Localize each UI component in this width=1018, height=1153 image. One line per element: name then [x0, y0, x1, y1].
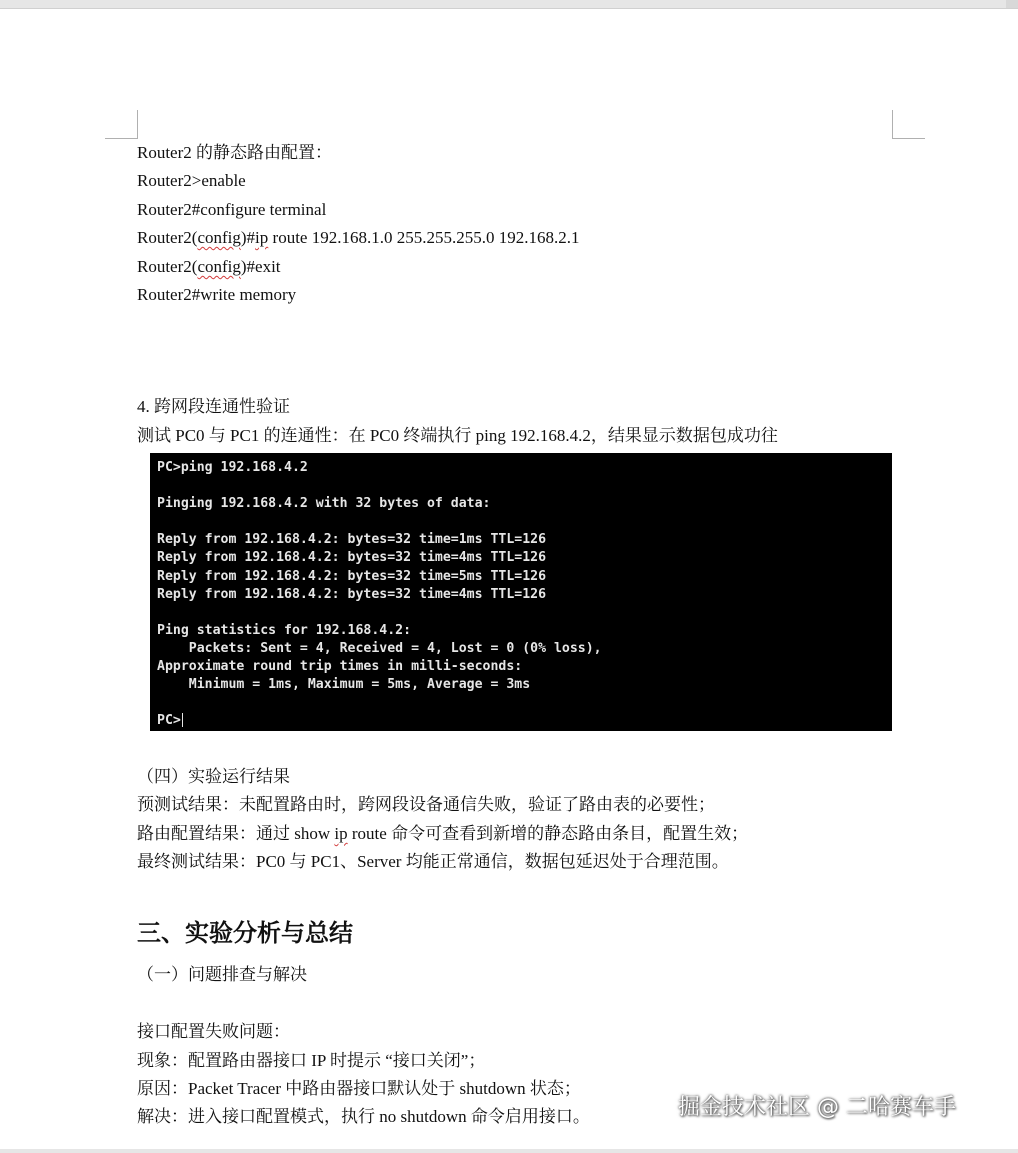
- terminal-line: Reply from 192.168.4.2: bytes=32 time=1ms TTL=126: [157, 532, 547, 548]
- cmd-text: route 192.168.1.0 255.255.255.0 192.168.2.1: [268, 228, 580, 247]
- terminal-line: Minimum = 1ms, Maximum = 5ms, Average = 3ms: [157, 677, 531, 693]
- results-pre-test: 预测试结果：未配置路由时，跨网段设备通信失败，验证了路由表的必要性；: [137, 795, 715, 814]
- result-text: route 命令可查看到新增的静态路由条目，配置生效；: [347, 824, 749, 843]
- analysis-subheading: （一）问题排查与解决: [137, 965, 307, 984]
- spellcheck-word-ip: ip: [334, 824, 348, 843]
- spellcheck-word-config: config: [197, 257, 241, 276]
- terminal-line: Reply from 192.168.4.2: bytes=32 time=4ms TTL=126: [157, 586, 547, 602]
- text-cursor: [182, 713, 183, 727]
- results-final-test: 最终测试结果：PC0 与 PC1、Server 均能正常通信，数据包延迟处于合理范围。: [137, 852, 729, 871]
- problem-phenomenon: 现象：配置路由器接口 IP 时提示 “接口关闭”；: [137, 1051, 486, 1070]
- router2-config-title: Router2 的静态路由配置：: [137, 143, 333, 162]
- cmd-text: )#: [240, 228, 256, 247]
- window-bottom-edge: [0, 1149, 1018, 1153]
- terminal-line: Ping statistics for 192.168.4.2:: [157, 622, 412, 638]
- analysis-title: 三、实验分析与总结: [137, 918, 353, 947]
- page-margin-corner-right: [892, 110, 925, 139]
- window-top-edge: [0, 0, 1018, 9]
- cmd-text: Router2(: [137, 257, 198, 276]
- cmd-text: Router2(: [137, 228, 198, 247]
- router2-cmd-exit: [137, 256, 281, 278]
- problem-solution: 解决：进入接口配置模式，执行 no shutdown 命令启用接口。: [137, 1107, 590, 1126]
- terminal-prompt-line: [157, 712, 892, 730]
- terminal-line: [157, 694, 892, 712]
- section4-description: 测试 PC0 与 PC1 的连通性：在 PC0 终端执行 ping 192.168.4.2，结果显示数据包成功往: [137, 426, 778, 445]
- terminal-line: Packets: Sent = 4, Received = 4, Lost = 0 (0% loss),: [157, 640, 602, 656]
- terminal-line: Pinging 192.168.4.2 with 32 bytes of data:: [157, 496, 491, 512]
- terminal-line: PC>ping 192.168.4.2: [157, 460, 308, 475]
- terminal-line: Approximate round trip times in milli-seconds:: [157, 659, 523, 675]
- results-heading: （四）实验运行结果: [137, 767, 290, 786]
- terminal-line: [157, 604, 892, 622]
- cmd-text: )#exit: [240, 257, 281, 276]
- result-text: 路由配置结果：通过 show: [137, 824, 335, 843]
- spellcheck-word-ip: ip: [255, 228, 269, 247]
- ping-terminal-screenshot: [150, 453, 892, 731]
- problem-title: 接口配置失败问题：: [137, 1022, 290, 1041]
- spellcheck-word-config: config: [197, 228, 241, 247]
- watermark: 掘金技术社区 @ 二哈赛车手: [678, 1095, 956, 1120]
- terminal-prompt: PC>: [157, 713, 181, 729]
- router2-cmd-configure: Router2#configure terminal: [137, 200, 327, 219]
- terminal-line: Reply from 192.168.4.2: bytes=32 time=5ms TTL=126: [157, 568, 547, 584]
- router2-cmd-write: Router2#write memory: [137, 285, 297, 304]
- window-scroll-corner: [1006, 0, 1018, 8]
- terminal-line: [157, 477, 892, 495]
- problem-cause: 原因：Packet Tracer 中路由器接口默认处于 shutdown 状态；: [137, 1079, 581, 1098]
- results-route-config: [137, 823, 748, 845]
- router2-cmd-enable: Router2>enable: [137, 171, 246, 190]
- terminal-line: [157, 513, 892, 531]
- router2-cmd-ip-route: [137, 227, 579, 249]
- page-margin-corner-left: [105, 110, 138, 139]
- terminal-line: Reply from 192.168.4.2: bytes=32 time=4ms TTL=126: [157, 550, 547, 566]
- section4-heading: 4. 跨网段连通性验证: [137, 397, 290, 416]
